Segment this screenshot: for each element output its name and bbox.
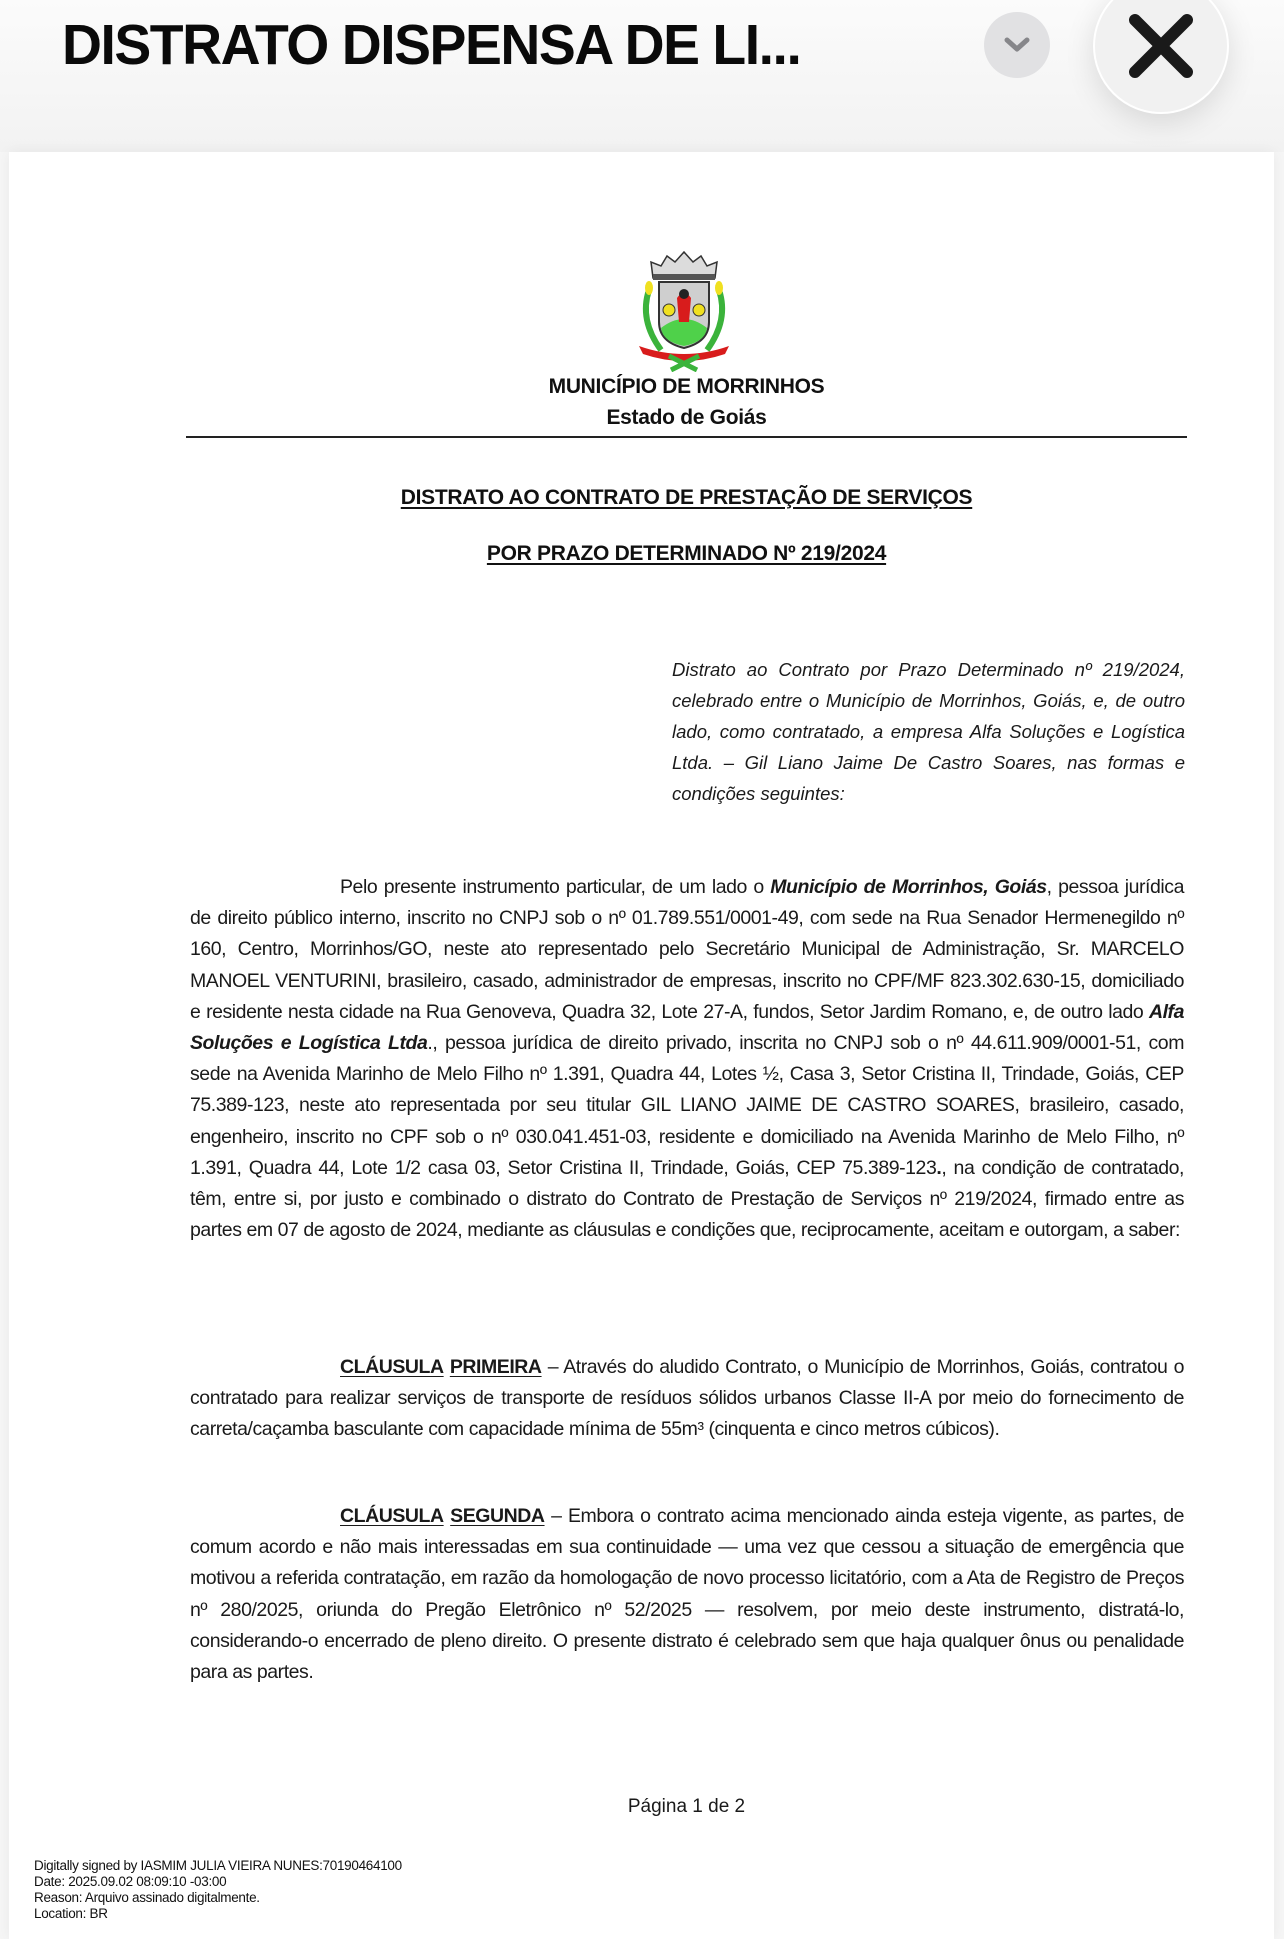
municipality-party-name: Município de Morrinhos, Goiás xyxy=(770,876,1047,898)
header-divider xyxy=(186,436,1187,438)
intro-bold-dot: . xyxy=(936,1156,942,1179)
company-party-name: Alfa Soluções e Logística Ltda xyxy=(190,1000,1184,1055)
digital-signature-block xyxy=(34,1858,402,1922)
expand-button[interactable] xyxy=(984,12,1050,78)
signature-reason: Reason: Arquivo assinado digitalmente. xyxy=(34,1890,260,1905)
intro-paragraph xyxy=(190,872,1184,1246)
chevron-down-icon xyxy=(1002,35,1032,55)
viewer-header xyxy=(0,0,1284,152)
clause-primeira xyxy=(190,1352,1184,1446)
coat-of-arms-emblem xyxy=(631,250,737,372)
document-heading-line-2: POR PRAZO DETERMINADO Nº 219/2024 xyxy=(486,542,887,565)
signature-date: Date: 2025.09.02 08:09:10 -03:00 xyxy=(34,1874,227,1889)
document-title: DISTRATO DISPENSA DE LI... xyxy=(62,13,801,77)
page-number: Página 1 de 2 xyxy=(627,1796,746,1817)
clause-2-label-ordinal: SEGUNDA xyxy=(450,1505,545,1527)
clause-1-text: – Através do aludido Contrato, o Município de Morrinhos, Goiás, contratou o contratado para realizar serviços de transporte de resíduos sólidos urbanos Classe II-A por meio do fornecimento de carreta/caçamba basculante com capacidade mínima de 55m³ (cinquenta e cinco metros cúbicos). xyxy=(190,1356,1184,1441)
signature-location: Location: BR xyxy=(34,1906,108,1921)
state-name: Estado de Goiás xyxy=(606,406,767,429)
intro-text-4: , na condição de contratado, têm, entre si, por justo e combinado o distrato do Contrato de Prestação de Serviços nº 219/2024, firmado entre as partes em 07 de agosto de 2024, mediante as cláusulas e condições que, reciprocamente, aceitam e outorgam, a saber: xyxy=(190,1156,1184,1242)
close-icon xyxy=(1126,11,1196,81)
intro-text-1: Pelo presente instrumento particular, de um lado o xyxy=(340,876,771,898)
summary-abstract: Distrato ao Contrato por Prazo Determinado nº 219/2024, celebrado entre o Município de Morrinhos, Goiás, e, de outro lado, como contratado, a empresa Alfa Soluções e Logística Ltda. – Gil Liano Jaime De Castro Soares, nas formas e condições seguintes: xyxy=(672,659,1185,804)
close-button[interactable] xyxy=(1093,0,1229,114)
intro-text-3: ., pessoa jurídica de direito privado, inscrita no CNPJ sob o nº 44.611.909/0001-51, com sede na Avenida Marinho de Melo Filho nº 1.391, Quadra 44, Lotes ½, Casa 3, Setor Cristina II, Trindade, Goiás, CEP 75.389-123, neste ato representada por seu titular GIL LIANO JAIME DE CASTRO SOARES, brasileiro, casado, engenheiro, inscrito no CPF sob o nº 030.041.451-03, residente e domiciliado na Avenida Marinho de Melo Filho, nº 1.391, Quadra 44, Lote 1/2 casa 03, Setor Cristina II, Trindade, Goiás, CEP 75.389-123 xyxy=(190,1032,1184,1179)
clause-segunda xyxy=(190,1501,1184,1688)
document-heading-line-1: DISTRATO AO CONTRATO DE PRESTAÇÃO DE SERVIÇOS xyxy=(400,486,973,509)
signature-signed-by: Digitally signed by IASMIM JULIA VIEIRA NUNES:70190464100 xyxy=(34,1858,402,1873)
clause-2-text: – Embora o contrato acima mencionado ainda esteja vigente, as partes, de comum acordo e não mais interessadas em sua continuidade — uma vez que cessou a situação de emergência que motivou a referida contratação, em razão da homologação de novo processo licitatório, com a Ata de Registro de Preços nº 280/2025, oriunda do Pregão Eletrônico nº 52/2025 — resolvem, por meio deste instrumento, distratá-lo, considerando-o encerrado de pleno direito. O presente distrato é celebrado sem que haja qualquer ônus ou penalidade para as partes. xyxy=(190,1505,1185,1684)
clause-1-label-ordinal: PRIMEIRA xyxy=(449,1356,542,1378)
intro-text-2: , pessoa jurídica de direito público interno, inscrito no CNPJ sob o nº 01.789.551/0001-49, com sede na Rua Senador Hermenegildo nº 160, Centro, Morrinhos/GO, neste ato representado pelo Secretário Municipal de Administração, Sr. MARCELO MANOEL VENTURINI, brasileiro, casado, administrador de empresas, inscrito no CPF/MF 823.302.630-15, domiciliado e residente nesta cidade na Rua Genoveva, Quadra 32, Lote 27-A, fundos, Setor Jardim Romano, e, de outro lado xyxy=(190,876,1184,1023)
clause-1-label-word: CLÁUSULA xyxy=(340,1356,444,1378)
municipality-name: MUNICÍPIO DE MORRINHOS xyxy=(548,375,825,398)
clause-2-label-word: CLÁUSULA xyxy=(340,1505,444,1527)
